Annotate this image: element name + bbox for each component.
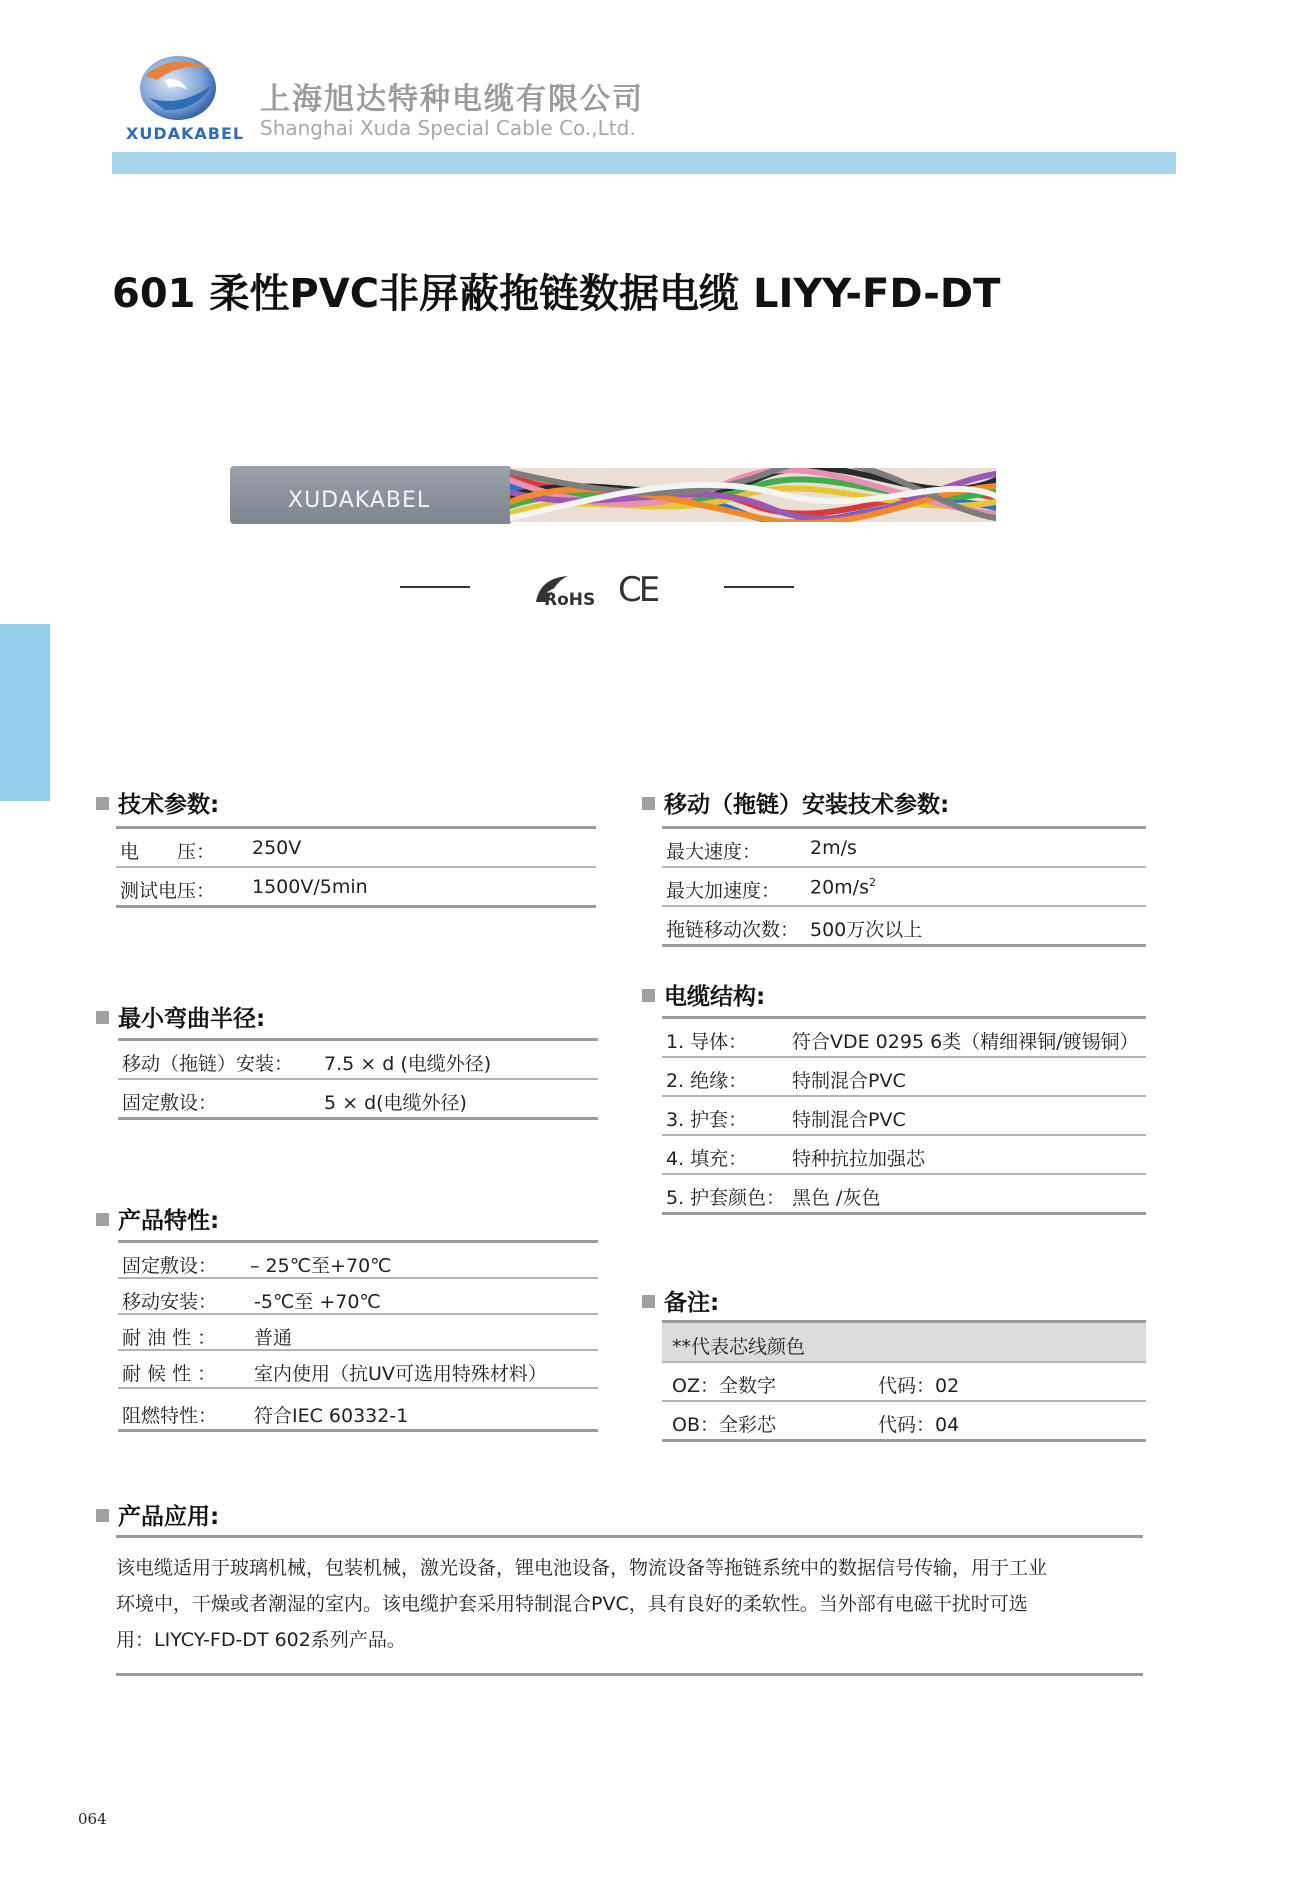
section-heading-application xyxy=(96,1498,219,1531)
table-row xyxy=(118,1351,598,1389)
ce-mark: CE xyxy=(618,570,658,610)
table-row xyxy=(118,1389,598,1432)
section-heading-mobile-params xyxy=(642,786,949,819)
application-text xyxy=(116,1550,1146,1658)
row-value: 5 × d(电缆外径) xyxy=(324,1092,467,1114)
table-row xyxy=(118,1080,598,1120)
company-name-en: Shanghai Xuda Special Cable Co.,Ltd. xyxy=(260,116,636,140)
row-key: 测试电压： xyxy=(120,880,216,902)
row-key: 电 压： xyxy=(120,841,216,863)
mobile-params-table xyxy=(662,829,1146,947)
company-name-cn: 上海旭达特种电缆有限公司 xyxy=(260,82,644,117)
cable-image xyxy=(230,462,996,528)
row-value: -5℃至 +70℃ xyxy=(254,1291,381,1313)
row-value: 代码：04 xyxy=(878,1414,960,1436)
row-key: 拖链移动次数： xyxy=(666,919,800,941)
application-line: 该电缆适用于玻璃机械，包装机械，激光设备，锂电池设备，物流设备等拖链系统中的数据信号传输，用于工业 xyxy=(116,1557,1048,1579)
table-row xyxy=(662,1136,1146,1175)
row-key: OB：全彩芯 xyxy=(672,1414,776,1436)
notes-header-text: **代表芯线颜色 xyxy=(672,1336,806,1358)
row-value: 特制混合PVC xyxy=(792,1109,906,1131)
section-heading-structure xyxy=(642,978,765,1011)
row-key: 4. 填充： xyxy=(666,1148,748,1170)
row-key: OZ：全数字 xyxy=(672,1375,776,1397)
row-key: 最大速度： xyxy=(666,841,762,863)
cert-divider-left xyxy=(400,586,470,588)
row-value: 500万次以上 xyxy=(810,919,923,941)
bullet-square-icon xyxy=(642,797,655,810)
row-key: 移动安装： xyxy=(122,1291,218,1313)
row-key: 耐 候 性 ： xyxy=(122,1363,217,1385)
bullet-square-icon xyxy=(642,1295,655,1308)
table-row xyxy=(662,1097,1146,1136)
section-heading-text: 技术参数: xyxy=(118,792,220,818)
row-value: 代码：02 xyxy=(878,1375,960,1397)
company-logo-icon xyxy=(135,46,221,124)
row-key: 5. 护套颜色： xyxy=(666,1187,786,1209)
bullet-square-icon xyxy=(96,1011,109,1024)
page-number: 064 xyxy=(78,1810,107,1828)
row-value: 1500V/5min xyxy=(252,876,368,898)
table-row xyxy=(116,868,596,908)
brand-name: XUDAKABEL xyxy=(126,124,245,143)
table-row xyxy=(118,1041,598,1080)
section-heading-text: 备注: xyxy=(664,1290,720,1316)
row-value: 特制混合PVC xyxy=(792,1070,906,1092)
table-row xyxy=(662,907,1146,947)
table-row xyxy=(662,1363,1146,1402)
table-row xyxy=(116,829,596,868)
section-heading-tech-params xyxy=(96,786,219,819)
cable-wires-icon xyxy=(510,468,996,522)
table-row xyxy=(118,1243,598,1279)
row-value-text: 20m/s xyxy=(810,876,869,899)
table-row xyxy=(662,1402,1146,1442)
features-table xyxy=(118,1243,598,1432)
row-value: 符合IEC 60332-1 xyxy=(254,1405,409,1427)
row-value: – 25℃至+70℃ xyxy=(250,1255,392,1277)
header-accent-bar xyxy=(112,152,1176,174)
row-key: 固定敷设： xyxy=(122,1255,218,1277)
bullet-square-icon xyxy=(96,797,109,810)
section-heading-features xyxy=(96,1202,219,1235)
row-key: 最大加速度： xyxy=(666,880,781,902)
cable-jacket xyxy=(230,466,512,524)
section-heading-text: 产品应用: xyxy=(118,1504,220,1530)
section-rule xyxy=(116,1673,1143,1676)
section-rule xyxy=(116,1535,1143,1538)
section-heading-text: 最小弯曲半径: xyxy=(118,1006,266,1032)
row-value: 普通 xyxy=(254,1327,293,1349)
cert-divider-right xyxy=(724,586,794,588)
row-value xyxy=(810,876,876,898)
superscript: 2 xyxy=(869,876,876,889)
table-row xyxy=(662,1175,1146,1215)
row-value: 符合VDE 0295 6类（精细裸铜/镀锡铜） xyxy=(792,1031,1139,1053)
structure-table xyxy=(662,1019,1146,1215)
table-row xyxy=(662,868,1146,907)
section-heading-text: 电缆结构: xyxy=(664,984,766,1010)
tech-params-table xyxy=(116,829,596,908)
bullet-square-icon xyxy=(642,989,655,1002)
min-bend-table xyxy=(118,1041,598,1120)
row-key: 阻燃特性： xyxy=(122,1405,218,1427)
row-key: 3. 护套： xyxy=(666,1109,748,1131)
row-value: 2m/s xyxy=(810,837,857,859)
table-row xyxy=(662,1019,1146,1058)
row-value: 室内使用（抗UV可选用特殊材料） xyxy=(254,1363,547,1385)
notes-table xyxy=(662,1323,1146,1442)
table-row xyxy=(662,829,1146,868)
row-key: 耐 油 性 ： xyxy=(122,1327,217,1349)
application-line: 环境中，干燥或者潮湿的室内。该电缆护套采用特制混合PVC，具有良好的柔软性。当外部有电磁干扰时可选 xyxy=(116,1593,1028,1615)
section-heading-notes xyxy=(642,1284,719,1317)
table-row xyxy=(662,1058,1146,1097)
cable-print-label: XUDAKABEL xyxy=(288,488,431,513)
notes-header-row xyxy=(662,1323,1146,1363)
row-value: 7.5 × d (电缆外径) xyxy=(324,1053,492,1075)
section-heading-text: 移动（拖链）安装技术参数: xyxy=(664,792,950,818)
rohs-label: RoHS xyxy=(544,590,596,610)
row-key: 移动（拖链）安装： xyxy=(122,1053,294,1075)
section-heading-min-bend xyxy=(96,1000,265,1033)
application-line: 用：LIYCY-FD-DT 602系列产品。 xyxy=(116,1629,406,1651)
bullet-square-icon xyxy=(96,1509,109,1522)
table-row xyxy=(118,1279,598,1315)
row-key: 固定敷设： xyxy=(122,1092,218,1114)
row-value: 特种抗拉加强芯 xyxy=(792,1148,926,1170)
page-title: 601 柔性PVC非屏蔽拖链数据电缆 LIYY-FD-DT xyxy=(112,271,1001,317)
row-key: 1. 导体： xyxy=(666,1031,748,1053)
table-row xyxy=(118,1315,598,1351)
row-key: 2. 绝缘： xyxy=(666,1070,748,1092)
section-heading-text: 产品特性: xyxy=(118,1208,220,1234)
bullet-square-icon xyxy=(96,1213,109,1226)
side-tab xyxy=(0,624,50,801)
row-value: 250V xyxy=(252,837,302,859)
row-value: 黑色 /灰色 xyxy=(792,1187,881,1209)
